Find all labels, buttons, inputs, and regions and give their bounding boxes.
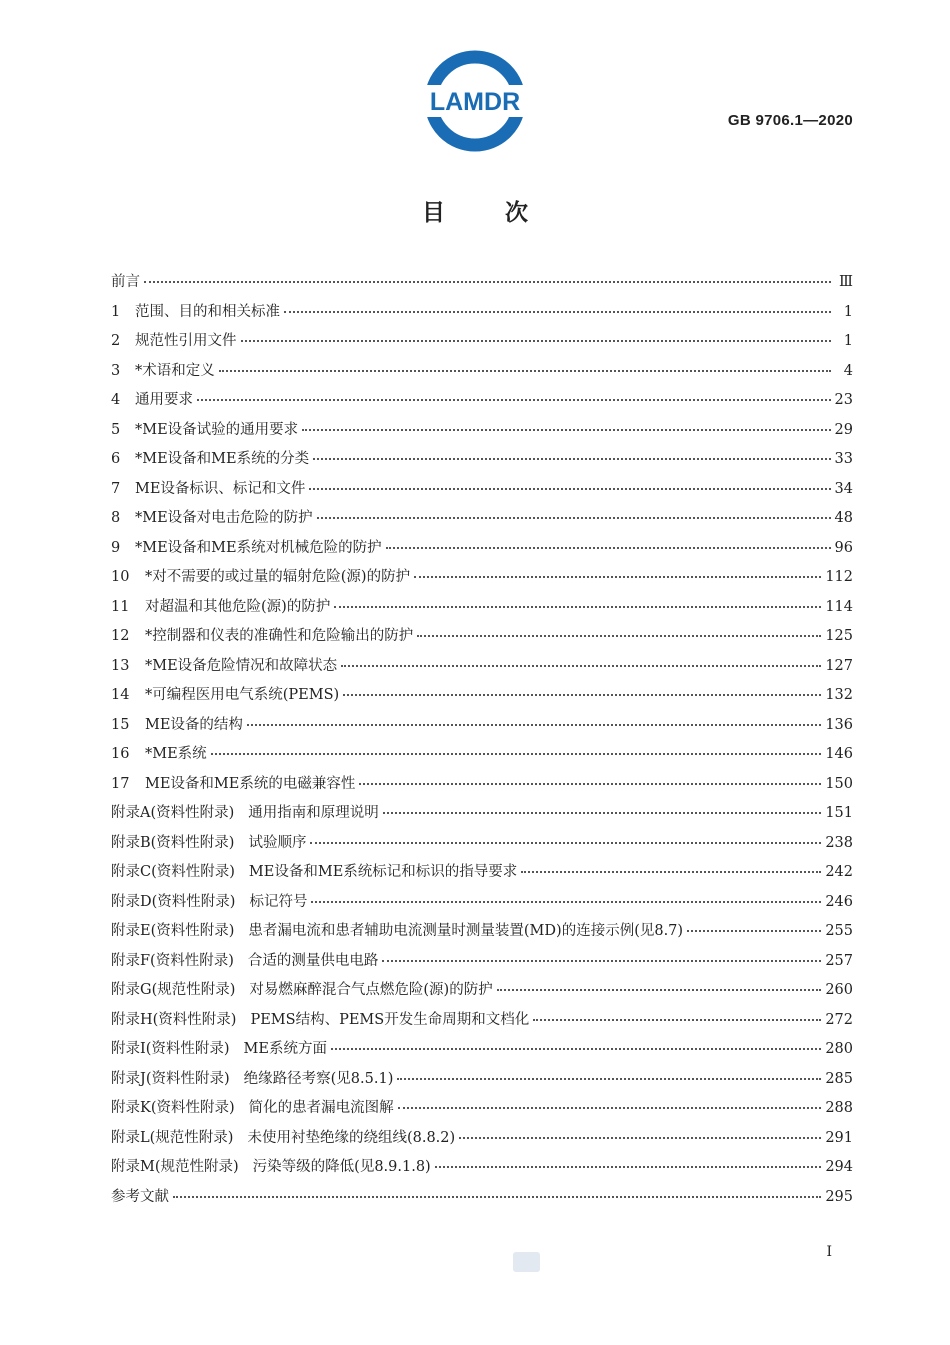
toc-entry-number: 附录A(资料性附录) — [111, 805, 235, 821]
dot-leader — [497, 988, 822, 991]
toc-entry-label: *术语和定义 — [135, 362, 215, 379]
toc-entry-number: 附录D(资料性附录) — [111, 893, 236, 910]
dot-leader — [398, 1106, 822, 1109]
toc-entry-label: 范围、目的和相关标准 — [135, 303, 280, 320]
toc-entry[interactable] — [111, 978, 853, 1008]
toc-entry-number: 5 — [111, 421, 121, 438]
toc-entry[interactable] — [111, 949, 853, 979]
toc-entry-number: 2 — [111, 333, 121, 349]
toc-entry-page: 242 — [825, 864, 853, 880]
page-number: I — [826, 1244, 832, 1260]
toc-entry-page: 4 — [843, 362, 853, 379]
toc-entry-label: 前言 — [111, 274, 140, 290]
toc-entry-page: 146 — [825, 746, 853, 762]
toc-entry-label: *对不需要的或过量的辐射危险(源)的防护 — [145, 569, 411, 585]
toc-entry-page: 96 — [834, 539, 853, 556]
toc-entry-number: 附录I(资料性附录) — [111, 1041, 230, 1057]
toc-entry-label: *ME设备试验的通用要求 — [135, 421, 299, 438]
toc-entry-page: 246 — [825, 893, 853, 910]
toc-entry-number: 附录L(规范性附录) — [111, 1129, 234, 1146]
toc-entry-label: PEMS结构、PEMS开发生命周期和文档化 — [250, 1011, 530, 1028]
toc-entry[interactable] — [111, 477, 853, 507]
toc-entry-page: 23 — [834, 392, 853, 408]
toc-entry-page: 132 — [825, 687, 853, 703]
toc-entry-page: 280 — [825, 1041, 853, 1057]
toc-entry-label: ME设备和ME系统标记和标识的指导要求 — [248, 864, 518, 880]
dot-leader — [687, 929, 821, 932]
dot-leader — [317, 516, 831, 519]
table-of-contents — [111, 270, 853, 1214]
toc-entry-number: 4 — [111, 392, 121, 408]
toc-entry-page: 1 — [843, 303, 853, 320]
toc-entry-label: 未使用衬垫绝缘的绕组线(8.8.2) — [247, 1129, 456, 1146]
dot-leader — [533, 1018, 821, 1021]
dot-leader — [521, 870, 821, 873]
dot-leader — [284, 310, 831, 313]
dot-leader — [386, 546, 831, 549]
logo-text: LAMDR — [429, 88, 521, 116]
toc-entry-number: 16 — [111, 746, 130, 762]
dot-leader — [414, 575, 821, 578]
toc-entry-page: 260 — [825, 982, 853, 998]
toc-entry-label: 患者漏电流和患者辅助电流测量时测量装置(MD)的连接示例(见8.7) — [248, 923, 684, 939]
toc-entry-page: Ⅲ — [839, 274, 853, 290]
toc-entry-number: 附录J(资料性附录) — [111, 1070, 230, 1087]
toc-entry-page: 114 — [825, 598, 853, 615]
toc-entry-label: 合适的测量供电电路 — [247, 952, 379, 969]
toc-entry[interactable] — [111, 624, 853, 654]
toc-entry-number: 附录E(资料性附录) — [111, 923, 235, 939]
dot-leader — [144, 280, 831, 283]
toc-entry-number: 12 — [111, 628, 130, 644]
toc-entry-number: 14 — [111, 687, 130, 703]
toc-entry-label: 试验顺序 — [248, 834, 307, 851]
dot-leader — [334, 605, 821, 608]
toc-entry[interactable] — [111, 1037, 853, 1067]
toc-entry[interactable] — [111, 447, 853, 477]
toc-entry[interactable] — [111, 1185, 853, 1215]
dot-leader — [173, 1195, 821, 1198]
toc-entry-page: 257 — [825, 952, 853, 969]
toc-entry-label: 规范性引用文件 — [135, 333, 237, 349]
toc-entry[interactable] — [111, 772, 853, 802]
toc-entry-page: 34 — [834, 480, 853, 497]
toc-entry-label: *ME设备和ME系统的分类 — [135, 451, 310, 467]
toc-entry-page: 48 — [834, 510, 853, 526]
toc-entry-number: 附录H(资料性附录) — [111, 1011, 237, 1028]
toc-entry-number: 17 — [111, 775, 130, 792]
toc-entry[interactable] — [111, 270, 853, 300]
toc-entry-page: 127 — [825, 657, 853, 674]
watermark-stamp — [513, 1252, 540, 1272]
toc-entry[interactable] — [111, 831, 853, 861]
toc-entry-number: 附录C(资料性附录) — [111, 864, 235, 880]
dot-leader — [309, 487, 830, 490]
toc-entry-label: ME设备的结构 — [145, 716, 243, 733]
toc-entry-number: 附录K(资料性附录) — [111, 1100, 235, 1116]
toc-entry[interactable] — [111, 536, 853, 566]
toc-entry-page: 151 — [825, 805, 853, 821]
dot-leader — [435, 1165, 822, 1168]
toc-entry[interactable] — [111, 506, 853, 536]
dot-leader — [302, 428, 830, 431]
toc-entry[interactable] — [111, 1067, 853, 1097]
toc-entry-page: 33 — [834, 451, 853, 467]
toc-entry-number: 9 — [111, 539, 121, 556]
toc-entry-number: 6 — [111, 451, 121, 467]
toc-entry-number: 附录M(规范性附录) — [111, 1159, 239, 1175]
dot-leader — [459, 1136, 821, 1139]
dot-leader — [313, 457, 830, 460]
toc-entry-page: 1 — [843, 333, 853, 349]
toc-entry[interactable] — [111, 359, 853, 389]
toc-entry[interactable] — [111, 919, 853, 949]
dot-leader — [197, 398, 831, 401]
dot-leader — [343, 693, 821, 696]
toc-entry[interactable] — [111, 742, 853, 772]
dot-leader — [247, 723, 821, 726]
toc-entry-label: ME设备和ME系统的电磁兼容性 — [145, 775, 356, 792]
toc-entry-label: 绝缘路径考察(见8.5.1) — [243, 1070, 394, 1087]
toc-entry[interactable] — [111, 329, 853, 359]
dot-leader — [311, 900, 821, 903]
toc-entry[interactable] — [111, 713, 853, 743]
toc-entry[interactable] — [111, 654, 853, 684]
toc-entry-label: *ME设备危险情况和故障状态 — [145, 657, 338, 674]
toc-entry-number: 8 — [111, 510, 121, 526]
toc-entry-page: 255 — [825, 923, 853, 939]
toc-entry[interactable] — [111, 595, 853, 625]
toc-entry-page: 272 — [825, 1011, 853, 1028]
toc-entry-label: 对易燃麻醉混合气点燃危险(源)的防护 — [249, 982, 493, 998]
toc-entry-label: 对超温和其他危险(源)的防护 — [145, 598, 331, 615]
toc-entry[interactable] — [111, 388, 853, 418]
dot-leader — [359, 782, 821, 785]
toc-entry-label: *ME设备和ME系统对机械危险的防护 — [135, 539, 382, 556]
toc-entry-page: 112 — [825, 569, 853, 585]
toc-entry-number: 附录F(资料性附录) — [111, 952, 234, 969]
toc-entry-label: 污染等级的降低(见8.9.1.8) — [252, 1159, 431, 1175]
toc-entry-label: *可编程医用电气系统(PEMS) — [145, 687, 340, 703]
toc-entry-page: 238 — [825, 834, 853, 851]
toc-entry[interactable] — [111, 1096, 853, 1126]
toc-entry-page: 125 — [825, 628, 853, 644]
toc-entry-number: 附录G(规范性附录) — [111, 982, 236, 998]
toc-entry-number: 1 — [111, 303, 121, 320]
toc-entry[interactable] — [111, 565, 853, 595]
toc-entry-label: ME设备标识、标记和文件 — [135, 480, 306, 497]
toc-entry-label: 通用要求 — [135, 392, 193, 408]
toc-entry-page: 295 — [825, 1188, 853, 1205]
dot-leader — [211, 752, 822, 755]
toc-entry-page: 285 — [825, 1070, 853, 1087]
dot-leader — [383, 811, 822, 814]
toc-entry-page: 29 — [834, 421, 853, 438]
toc-entry-number: 11 — [111, 598, 130, 615]
toc-entry-label: *ME设备对电击危险的防护 — [135, 510, 313, 526]
toc-entry-number: 15 — [111, 716, 130, 733]
toc-entry-number: 13 — [111, 657, 130, 674]
toc-entry-page: 294 — [825, 1159, 853, 1175]
toc-entry-label: 参考文献 — [111, 1188, 169, 1205]
dot-leader — [241, 339, 832, 342]
page-title: 目次 — [422, 200, 588, 226]
dot-leader — [331, 1047, 821, 1050]
toc-entry[interactable] — [111, 1126, 853, 1156]
toc-entry-page: 136 — [825, 716, 853, 733]
dot-leader — [310, 841, 821, 844]
toc-entry-label: 通用指南和原理说明 — [248, 805, 379, 821]
toc-entry-page: 288 — [825, 1100, 853, 1116]
toc-entry-number: 附录B(资料性附录) — [111, 834, 235, 851]
toc-entry-page: 150 — [825, 775, 853, 792]
toc-entry-label: *ME系统 — [145, 746, 207, 762]
toc-entry-label: *控制器和仪表的准确性和危险输出的防护 — [145, 628, 414, 644]
toc-entry-label: 标记符号 — [249, 893, 308, 910]
toc-entry[interactable] — [111, 418, 853, 448]
toc-entry-number: 7 — [111, 480, 121, 497]
dot-leader — [397, 1077, 821, 1080]
dot-leader — [219, 369, 831, 372]
toc-entry-number: 10 — [111, 569, 130, 585]
dot-leader — [341, 664, 821, 667]
toc-entry[interactable] — [111, 890, 853, 920]
toc-entry[interactable] — [111, 801, 853, 831]
toc-entry[interactable] — [111, 683, 853, 713]
document-code: GB 9706.1—2020 — [727, 112, 853, 129]
toc-entry[interactable] — [111, 860, 853, 890]
toc-entry-label: 简化的患者漏电流图解 — [248, 1100, 394, 1116]
toc-entry-page: 291 — [825, 1129, 853, 1146]
dot-leader — [382, 959, 821, 962]
toc-entry-number: 3 — [111, 362, 121, 379]
lamdr-logo — [421, 47, 529, 155]
toc-entry[interactable] — [111, 1008, 853, 1038]
toc-entry-label: ME系统方面 — [243, 1041, 327, 1057]
dot-leader — [417, 634, 821, 637]
toc-entry[interactable] — [111, 300, 853, 330]
toc-entry[interactable] — [111, 1155, 853, 1185]
